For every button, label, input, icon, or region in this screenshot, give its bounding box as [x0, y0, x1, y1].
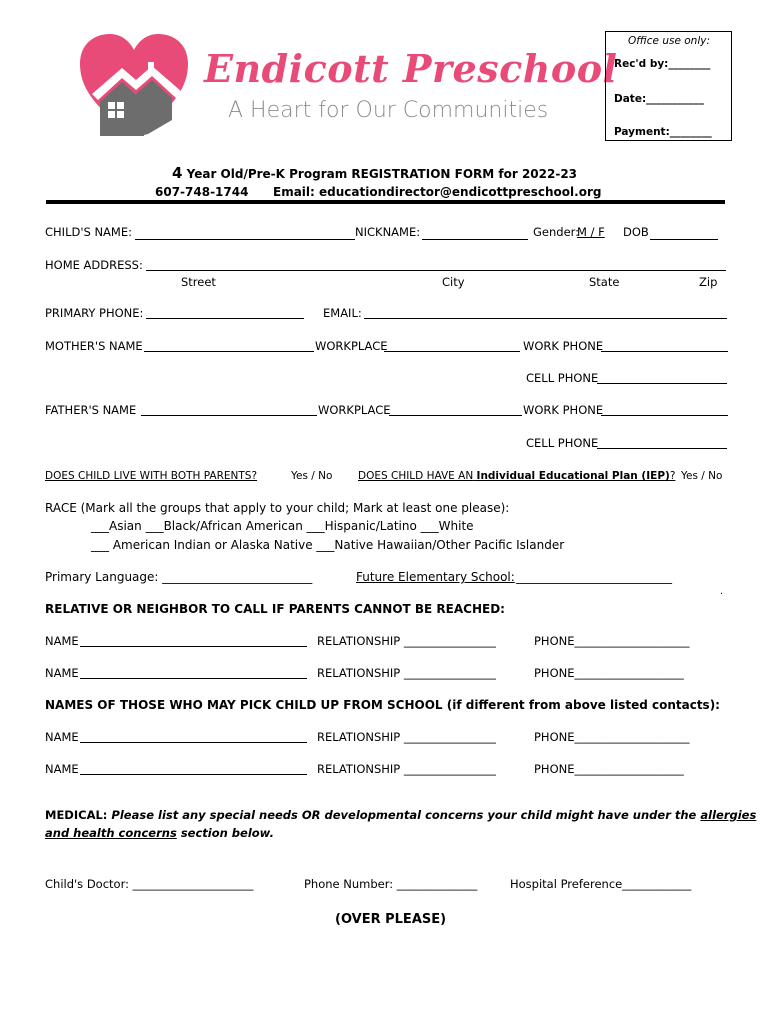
mother-workplace-label: WORKPLACE	[315, 339, 388, 353]
iep-prefix: DOES CHILD HAVE AN	[358, 470, 474, 482]
relative2-name-input[interactable]	[80, 678, 307, 679]
father-workplace-input[interactable]	[389, 415, 522, 416]
hospital-preference-field[interactable]: Hospital Preference____________	[510, 877, 692, 891]
pickup-heading: NAMES OF THOSE WHO MAY PICK CHILD UP FROM SCHOOL (if different from above listed contacts):	[45, 698, 720, 712]
nickname-label: NICKNAME:	[355, 225, 421, 239]
office-title: Office use only:	[628, 35, 711, 47]
relative1-name-input[interactable]	[80, 646, 307, 647]
street-label: Street	[181, 275, 216, 289]
medical-allergies: allergies	[700, 808, 757, 822]
mother-workplace-input[interactable]	[384, 351, 520, 352]
future-school-input[interactable]: __________________________	[516, 570, 672, 584]
child-name-input[interactable]	[135, 239, 355, 240]
email-input[interactable]	[364, 318, 727, 319]
live-both-yes-no[interactable]: Yes / No	[291, 470, 333, 482]
relative2-phone[interactable]: PHONE___________________	[534, 666, 684, 680]
email-label: EMAIL:	[323, 306, 362, 320]
iep-yes-no[interactable]: Yes / No	[681, 470, 723, 482]
child-name-label: CHILD'S NAME:	[45, 225, 132, 239]
relative1-relationship[interactable]: RELATIONSHIP ________________	[317, 634, 496, 648]
office-use-box	[605, 31, 732, 141]
relatives-heading: RELATIVE OR NEIGHBOR TO CALL IF PARENTS CANNOT BE REACHED:	[45, 602, 505, 616]
medical-text2: section below.	[180, 826, 274, 840]
race-options-row1[interactable]: ___Asian ___Black/African American ___Hispanic/Latino ___White	[91, 519, 474, 533]
stray-dot: .	[720, 586, 724, 597]
preschool-logo	[78, 32, 190, 140]
iep-question	[358, 470, 675, 482]
mother-cell-input[interactable]	[597, 383, 727, 384]
relative2-name-label: NAME	[45, 666, 79, 680]
medical-health: and health concerns	[45, 826, 177, 840]
pickup2-name-label: NAME	[45, 762, 79, 776]
mother-cell-label: CELL PHONE	[526, 371, 599, 385]
school-phone: 607-748-1744	[155, 185, 249, 199]
relative1-phone[interactable]: PHONE____________________	[534, 634, 690, 648]
mother-work-phone-input[interactable]	[601, 351, 728, 352]
primary-phone-label: PRIMARY PHONE:	[45, 306, 144, 320]
payment-field: Payment:________	[614, 126, 712, 138]
mother-work-phone-label: WORK PHONE	[523, 339, 604, 353]
medical-text1: Please list any special needs OR developmental concerns your child might have under the	[111, 808, 697, 822]
form-title	[172, 164, 577, 182]
home-address-label: HOME ADDRESS:	[45, 258, 143, 272]
primary-language-field[interactable]: Primary Language: _________________________	[45, 570, 313, 584]
school-name: Endicott Preschool	[204, 46, 618, 91]
gender-options[interactable]: M / F	[577, 225, 605, 239]
future-school-label: Future Elementary School:	[356, 570, 515, 584]
relative2-relationship[interactable]: RELATIONSHIP ________________	[317, 666, 496, 680]
father-name-input[interactable]	[141, 415, 317, 416]
father-cell-label: CELL PHONE	[526, 436, 599, 450]
school-email: Email: educationdirector@endicottpreschool.org	[273, 185, 602, 199]
title-age: 4	[172, 164, 183, 182]
mother-name-label: MOTHER'S NAME	[45, 339, 143, 353]
heading-divider	[46, 200, 725, 204]
father-work-phone-label: WORK PHONE	[523, 403, 604, 417]
zip-label: Zip	[699, 275, 718, 289]
medical-line1	[45, 808, 756, 822]
race-intro: RACE (Mark all the groups that apply to your child; Mark at least one please):	[45, 501, 510, 515]
received-by: Rec'd by:________	[614, 58, 711, 70]
race-options-row2[interactable]: ___ American Indian or Alaska Native ___Native Hawaiian/Other Pacific Islander	[91, 538, 565, 552]
dob-input[interactable]	[650, 239, 718, 240]
home-address-input[interactable]	[146, 270, 726, 271]
over-please: (OVER PLEASE)	[335, 912, 447, 927]
city-label: City	[442, 275, 465, 289]
childs-doctor-field[interactable]: Child's Doctor: _____________________	[45, 877, 254, 891]
title-text: Year Old/Pre-K Program REGISTRATION FORM for 2022-23	[186, 167, 578, 181]
pickup2-name-input[interactable]	[80, 774, 307, 775]
pickup1-phone[interactable]: PHONE____________________	[534, 730, 690, 744]
live-both-question: DOES CHILD LIVE WITH BOTH PARENTS?	[45, 470, 258, 482]
date-field: Date:___________	[614, 93, 704, 105]
iep-mark: ?	[669, 470, 676, 482]
pickup1-name-input[interactable]	[80, 742, 307, 743]
school-tagline: A Heart for Our Communities	[228, 98, 549, 123]
medical-label: MEDICAL:	[45, 808, 108, 822]
father-name-label: FATHER'S NAME	[45, 403, 137, 417]
iep-term: Individual Educational Plan (IEP)	[476, 470, 670, 482]
pickup2-relationship[interactable]: RELATIONSHIP ________________	[317, 762, 496, 776]
pickup1-relationship[interactable]: RELATIONSHIP ________________	[317, 730, 496, 744]
primary-phone-input[interactable]	[146, 318, 304, 319]
state-label: State	[589, 275, 620, 289]
doctor-phone-field[interactable]: Phone Number: ______________	[304, 877, 478, 891]
nickname-input[interactable]	[422, 239, 528, 240]
dob-label: DOB	[623, 225, 649, 239]
mother-name-input[interactable]	[144, 351, 314, 352]
father-work-phone-input[interactable]	[601, 415, 728, 416]
pickup1-name-label: NAME	[45, 730, 79, 744]
pickup2-phone[interactable]: PHONE___________________	[534, 762, 684, 776]
relative1-name-label: NAME	[45, 634, 79, 648]
medical-line2	[45, 826, 274, 840]
father-workplace-label: WORKPLACE	[318, 403, 391, 417]
father-cell-input[interactable]	[597, 448, 727, 449]
gender-label: Gender:	[533, 225, 580, 239]
